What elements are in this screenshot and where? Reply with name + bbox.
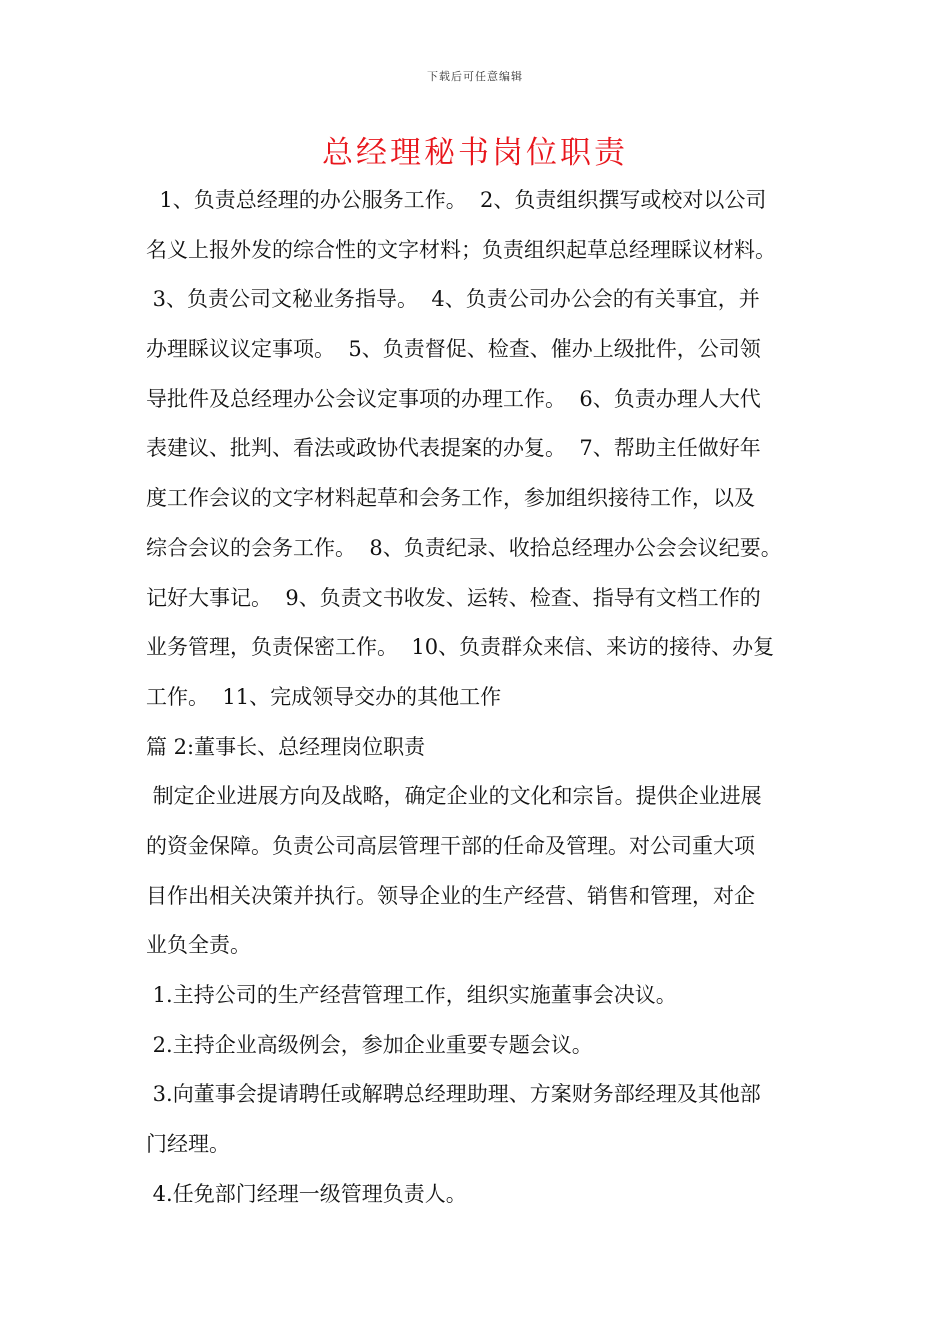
body-line: 工作。 11、完成领导交办的其他工作 <box>146 684 502 709</box>
document-title: 总经理秘书岗位职责 <box>322 135 628 171</box>
list-item: 3.向董事会提请聘任或解聘总经理助理、方案财务部经理及其他部 <box>146 1082 761 1107</box>
body-line: 度工作会议的文字材料起草和会务工作，参加组织接待工作，以及 <box>146 486 755 511</box>
body-line: 综合会议的会务工作。 8、负责纪录、收拾总经理办公会会议纪要。 <box>146 535 782 560</box>
body-line: 表建议、批判、看法或政协代表提案的办复。 7、帮助主任做好年 <box>146 436 761 461</box>
body-line: 3、负责公司文秘业务指导。 4、负责公司办公会的有关事宜，并 <box>146 287 760 312</box>
body-line: 业负全责。 <box>146 933 251 958</box>
body-line: 制定企业进展方向及战略，确定企业的文化和宗旨。提供企业进展 <box>146 784 762 809</box>
list-item: 4.任免部门经理一级管理负责人。 <box>146 1181 467 1206</box>
document-body <box>146 178 816 1221</box>
list-item: 2.主持企业高级例会，参加企业重要专题会议。 <box>146 1032 593 1057</box>
list-item: 1.主持公司的生产经营管理工作，组织实施董事会决议。 <box>146 983 677 1007</box>
body-line: 名义上报外发的综合性的文字材料；负责组织起草总经理睬议材料。 <box>146 237 776 262</box>
body-line: 办理睬议议定事项。 5、负责督促、检查、催办上级批件，公司领 <box>146 337 761 362</box>
header-note: 下载后可任意编辑 <box>427 70 523 83</box>
body-line: 目作出相关决策并执行。领导企业的生产经营、销售和管理，对企 <box>146 883 755 908</box>
body-line: 的资金保障。负责公司高层管理干部的任命及管理。对公司重大项 <box>146 833 755 858</box>
section-heading: 篇 2:董事长、总经理岗位职责 <box>146 734 426 759</box>
body-line: 1、负责总经理的办公服务工作。 2、负责组织撰写或校对以公司 <box>146 188 767 212</box>
body-line: 导批件及总经理办公会议定事项的办理工作。 6、负责办理人大代 <box>146 386 761 411</box>
body-line: 业务管理，负责保密工作。 10、负责群众来信、来访的接待、办复 <box>146 635 775 660</box>
list-item-continuation: 门经理。 <box>146 1132 230 1157</box>
body-line: 记好大事记。 9、负责文书收发、运转、检查、指导有文档工作的 <box>146 585 761 610</box>
